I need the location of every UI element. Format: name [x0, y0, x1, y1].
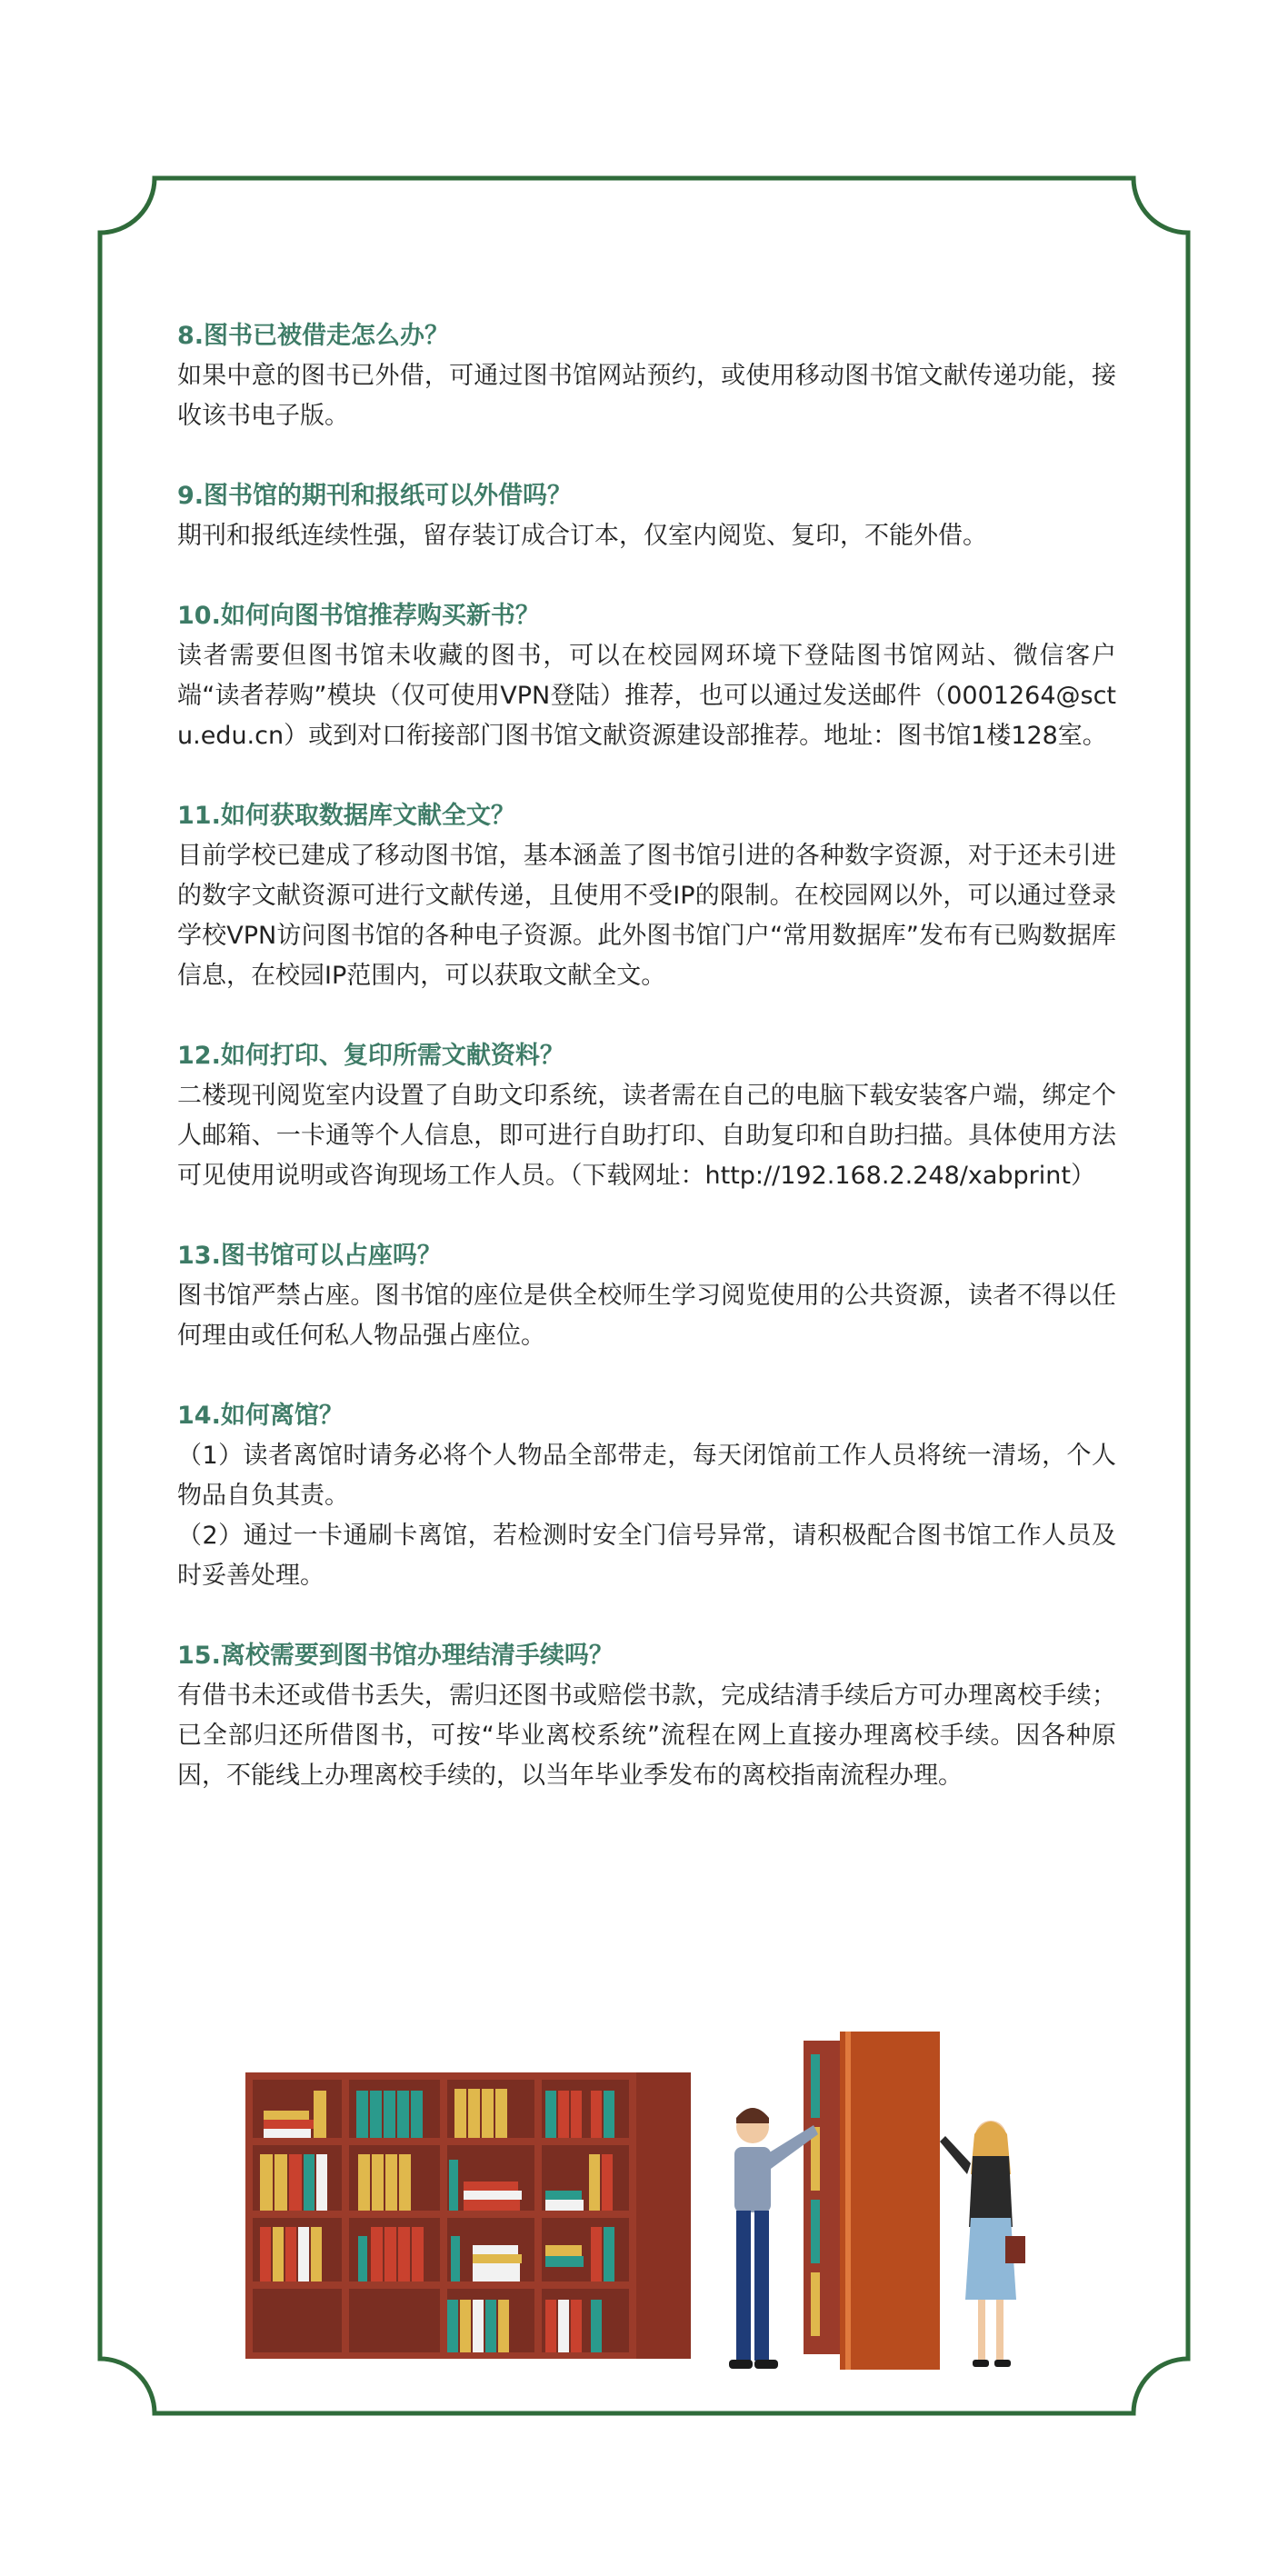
faq-item-8 — [177, 316, 1116, 436]
faq-answer: 图书馆严禁占座。图书馆的座位是供全校师生学习阅览使用的公共资源，读者不得以任何理由或任何私人物品强占座位。 — [177, 1282, 1116, 1350]
faq-answer: （2）通过一卡通刷卡离馆，若检测时安全门信号异常，请积极配合图书馆工作人员及时妥善处理。 — [177, 1522, 1116, 1590]
faq-question: 11.如何获取数据库文献全文？ — [177, 802, 515, 830]
faq-answer: 二楼现刊阅览室内设置了自助文印系统，读者需在自己的电脑下载安装客户端，绑定个人邮箱、一卡通等个人信息，即可进行自助打印、自助复印和自助扫描。具体使用方法可见使用说明或咨询现场工作人员。（下载网址：http://192.168.2.248/xabprint） — [177, 1082, 1116, 1190]
faq-item-10 — [177, 596, 1116, 756]
faq-answer: 期刊和报纸连续性强，留存装订成合订本，仅室内阅览、复印，不能外借。 — [177, 522, 987, 550]
faq-question: 13.图书馆可以占座吗？ — [177, 1242, 442, 1270]
faq-item-12 — [177, 1036, 1116, 1196]
faq-question: 8.图书已被借走怎么办？ — [177, 322, 450, 350]
faq-question: 15.离校需要到图书馆办理结清手续吗？ — [177, 1642, 614, 1670]
faq-item-15 — [177, 1636, 1116, 1796]
faq-question: 12.如何打印、复印所需文献资料？ — [177, 1042, 564, 1070]
faq-answer: 目前学校已建成了移动图书馆，基本涵盖了图书馆引进的各种数字资源，对于还未引进的数字文献资源可进行文献传递，且使用不受IP的限制。在校园网以外，可以通过登录学校VPN访问图书馆的各种电子资源。此外图书馆门户“常用数据库”发布有已购数据库信息，在校园IP范围内，可以获取文献全文。 — [177, 842, 1116, 990]
faq-answer: 读者需要但图书馆未收藏的图书，可以在校园网环境下登陆图书馆网站、微信客户端“读者荐购”模块（仅可使用VPN登陆）推荐，也可以通过发送邮件（0001264@sctu.edu.cn）或到对口衔接部门图书馆文献资源建设部推荐。地址：图书馆1楼128室。 — [177, 642, 1116, 750]
faq-question: 10.如何向图书馆推荐购买新书？ — [177, 602, 540, 630]
faq-question: 14.如何离馆？ — [177, 1402, 344, 1430]
faq-item-14 — [177, 1396, 1116, 1596]
faq-answer: 有借书未还或借书丢失，需归还图书或赔偿书款，完成结清手续后方可办理离校手续；已全部归还所借图书，可按“毕业离校系统”流程在网上直接办理离校手续。因各种原因，不能线上办理离校手续的，以当年毕业季发布的离校指南流程办理。 — [177, 1682, 1116, 1790]
faq-answer: 如果中意的图书已外借，可通过图书馆网站预约，或使用移动图书馆文献传递功能，接收该书电子版。 — [177, 362, 1116, 430]
faq-item-9 — [177, 476, 1116, 556]
faq-item-13 — [177, 1236, 1116, 1356]
faq-list — [177, 316, 1116, 1836]
faq-item-11 — [177, 796, 1116, 996]
faq-question: 9.图书馆的期刊和报纸可以外借吗？ — [177, 482, 573, 510]
faq-answer: （1）读者离馆时请务必将个人物品全部带走，每天闭馆前工作人员将统一清场，个人物品自负其责。 — [177, 1442, 1116, 1510]
